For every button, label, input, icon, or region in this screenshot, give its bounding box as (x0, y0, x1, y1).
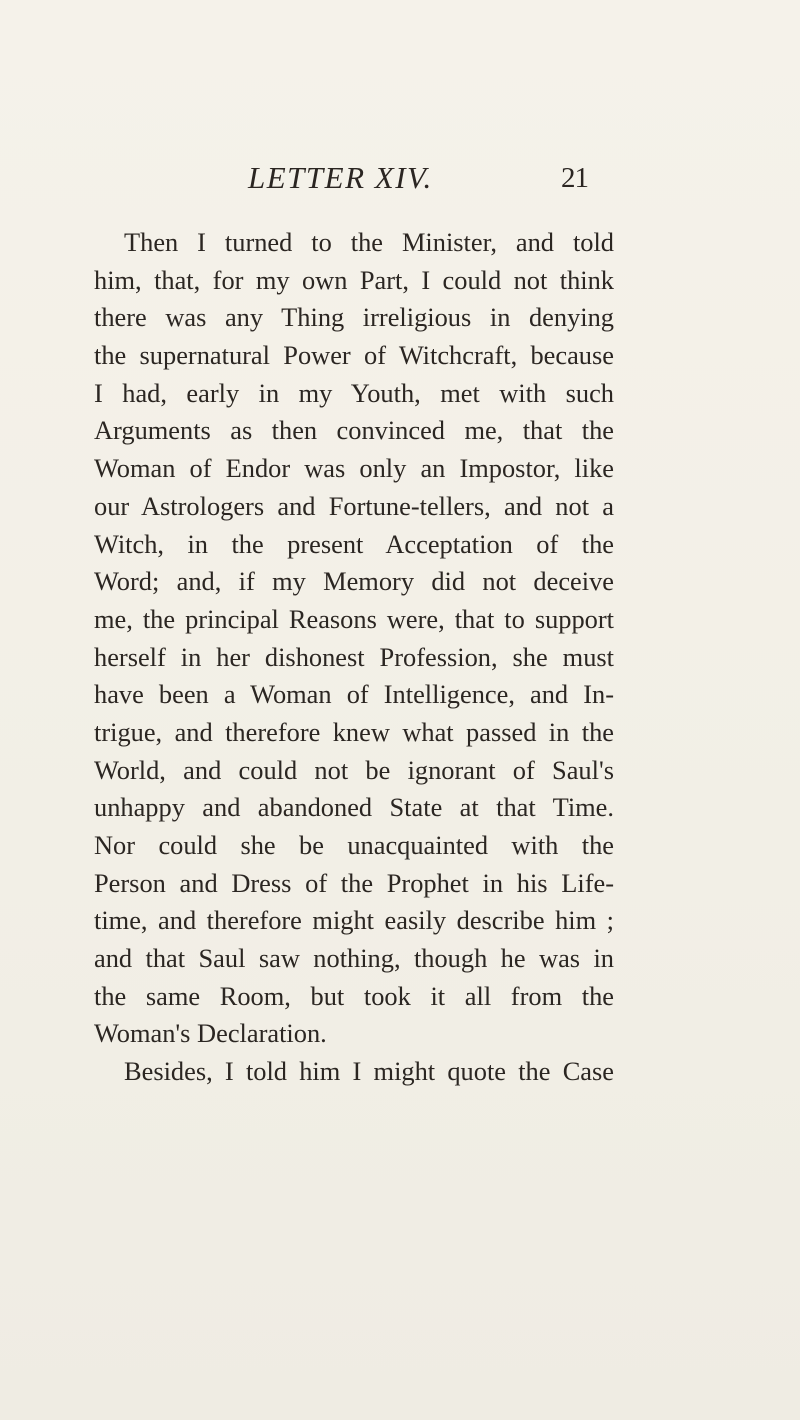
text-line: there was any Thing irreligious in denying (94, 302, 614, 333)
text-line: Nor could she be unacquainted with the (94, 830, 614, 860)
text-line: have been a Woman of Intelligence, and In- (94, 679, 614, 710)
text-line: World, and could not be ignorant of Saul's (94, 754, 614, 785)
text-line: the supernatural Power of Witchcraft, because (94, 340, 614, 371)
body-text (94, 224, 614, 1091)
text-line: and that Saul saw nothing, though he was in (94, 943, 614, 974)
text-line: Woman of Endor was only an Impostor, like (94, 453, 614, 484)
text-line: Then I turned to the Minister, and told (124, 227, 614, 257)
chapter-title: LETTER XIV. (248, 160, 433, 195)
text-line: Person and Dress of the Prophet in his Life- (94, 867, 614, 898)
running-head (248, 160, 588, 200)
text-line: Arguments as then convinced me, that the (94, 415, 614, 446)
text-line: trigue, and therefore knew what passed in the (94, 716, 614, 747)
text-line: herself in her dishonest Profession, she must (94, 641, 614, 672)
text-line: the same Room, but took it all from the (94, 980, 614, 1011)
text-line: him, that, for my own Part, I could not think (94, 264, 614, 295)
text-line: Woman's Declaration. (94, 1018, 327, 1049)
text-line: Witch, in the present Acceptation of the (94, 528, 614, 559)
text-line: time, and therefore might easily describe him ; (94, 905, 614, 936)
text-line: Word; and, if my Memory did not deceive (94, 566, 614, 597)
page-number: 21 (561, 162, 588, 194)
text-line: I had, early in my Youth, met with such (94, 377, 614, 408)
text-line: Besides, I told him I might quote the Case (124, 1056, 614, 1087)
text-line: our Astrologers and Fortune-tellers, and not a (94, 490, 614, 521)
text-line: unhappy and abandoned State at that Time. (94, 792, 614, 823)
text-line: me, the principal Reasons were, that to support (94, 603, 614, 634)
